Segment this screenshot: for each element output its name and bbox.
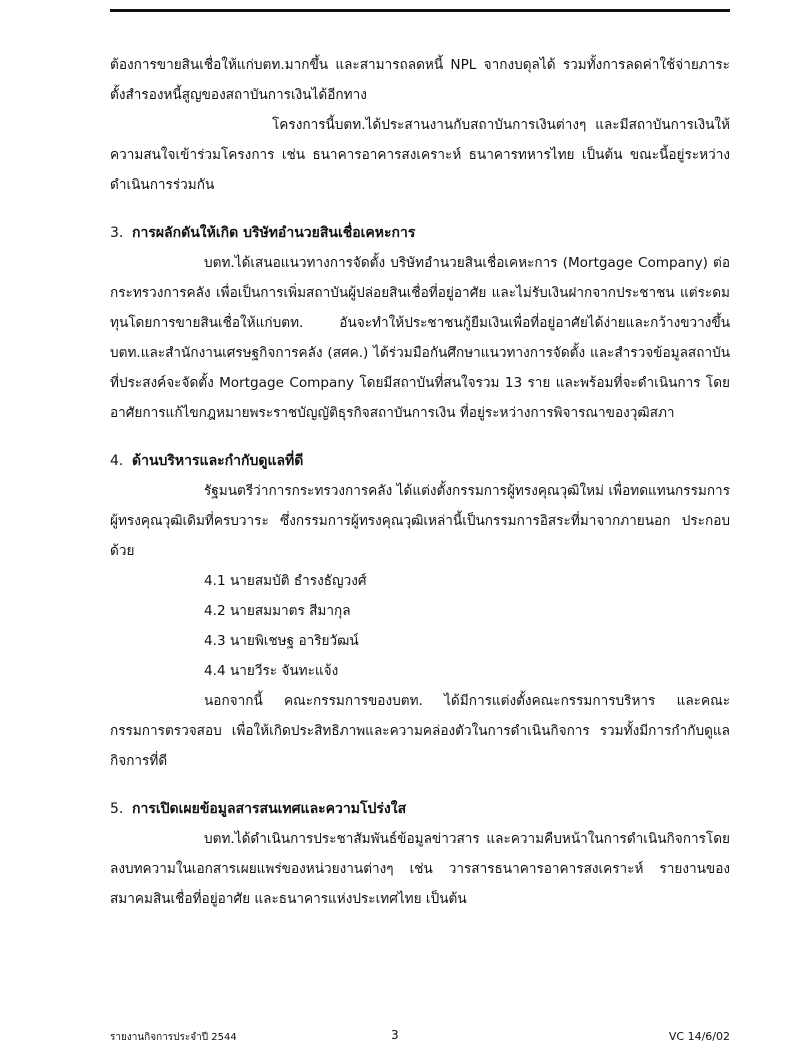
- paragraph-cooperation: โครงการนี้บตท.ได้ประสานงานกับสถาบันการเงินต่างๆ และมีสถาบันการเงินให้ความสนใจเข้าร่วมโครงการ เช่น ธนาคารอาคารสงเคราะห์ ธนาคารทหารไทย เป็นต้น ขณะนี้อยู่ระหว่างดำเนินการร่วมกัน: [110, 117, 730, 193]
- paragraph-continuation: ต้องการขายสินเชื่อให้แก่บตท.มากขึ้น และสามารถลดหนี้ NPL จากงบดุลได้ รวมทั้งการลดค่าใช้จ่ายภาระตั้งสำรองหนี้สูญของสถาบันการเงินได้อีกทาง: [110, 57, 730, 103]
- footer-version: VC 14/6/02: [668, 1030, 730, 1043]
- board-member-1: 4.1 นายสมบัติ ธำรงธัญวงศ์: [204, 573, 367, 589]
- document-body: [110, 50, 730, 914]
- section-3-number: 3.: [110, 225, 124, 241]
- section-4-body-continued: นอกจากนี้ คณะกรรมการของบตท. ได้มีการแต่งตั้งคณะกรรมการบริหาร และคณะกรรมการตรวจสอบ เพื่อให้เกิดประสิทธิภาพและความคล่องตัวในการดำเนินกิจการ รวมทั้งมีการกำกับดูแลกิจการที่ดี: [110, 693, 730, 769]
- section-5-number: 5.: [110, 801, 124, 817]
- page-number: 3: [391, 1028, 399, 1042]
- board-member-list: [110, 566, 730, 686]
- board-member-4: 4.4 นายวีระ จันทะแจ้ง: [204, 663, 339, 679]
- section-3-heading: [110, 218, 730, 248]
- page-footer: [110, 1030, 730, 1048]
- section-3-body: บตท.ได้เสนอแนวทางการจัดตั้ง บริษัทอำนวยสินเชื่อเคหะการ (Mortgage Company) ต่อกระทรวงการคลัง เพื่อเป็นการเพิ่มสถาบันผู้ปล่อยสินเชื่อที่อยู่อาศัย และไม่รับเงินฝากจากประชาชน แต่ระดมทุนโดยการขายสินเชื่อให้แก่บตท. อันจะทำให้ประชาชนกู้ยืมเงินเพื่อที่อยู่อาศัยได้ง่ายและกว้างขวางขึ้น บตท.และสำนักงานเศรษฐกิจการคลัง (สศค.) ได้ร่วมมือกันศึกษาแนวทางการจัดตั้ง และสำรวจข้อมูลสถาบันที่ประสงค์จะจัดตั้ง Mortgage Company โดยมีสถาบันที่สนใจรวม 13 ราย และพร้อมที่จะดำเนินการ โดยอาศัยการแก้ไขกฎหมายพระราชบัญญัติธุรกิจสถาบันการเงิน ที่อยู่ระหว่างการพิจารณาของวุฒิสภา: [110, 255, 730, 421]
- section-4-body: รัฐมนตรีว่าการกระทรวงการคลัง ได้แต่งตั้งกรรมการผู้ทรงคุณวุฒิใหม่ เพื่อทดแทนกรรมการผู้ทรงคุณวุฒิเดิมที่ครบวาระ ซึ่งกรรมการผู้ทรงคุณวุฒิเหล่านี้เป็นกรรมการอิสระที่มาจากภายนอก ประกอบด้วย: [110, 483, 730, 559]
- section-5-title: การเปิดเผยข้อมูลสารสนเทศและความโปร่งใส: [132, 801, 407, 817]
- board-member-3: 4.3 นายพิเชษฐ อาริยวัฒน์: [204, 633, 359, 649]
- section-4-number: 4.: [110, 453, 124, 469]
- section-3-title: การผลักดันให้เกิด บริษัทอำนวยสินเชื่อเคหะการ: [132, 225, 416, 241]
- section-4-heading: [110, 446, 730, 476]
- top-rule: [110, 9, 730, 12]
- section-4-title: ด้านบริหารและกำกับดูแลที่ดี: [132, 453, 304, 469]
- footer-report-title: รายงานกิจการประจำปี 2544: [110, 1032, 237, 1043]
- board-member-2: 4.2 นายสมมาตร สีมากุล: [204, 603, 351, 619]
- section-5-body: บตท.ได้ดำเนินการประชาสัมพันธ์ข้อมูลข่าวสาร และความคืบหน้าในการดำเนินกิจการโดยลงบทความในเอกสารเผยแพร่ของหน่วยงานต่างๆ เช่น วารสารธนาคารอาคารสงเคราะห์ รายงานของสมาคมสินเชื่อที่อยู่อาศัย และธนาคารแห่งประเทศไทย เป็นต้น: [110, 831, 730, 907]
- section-5-heading: [110, 794, 730, 824]
